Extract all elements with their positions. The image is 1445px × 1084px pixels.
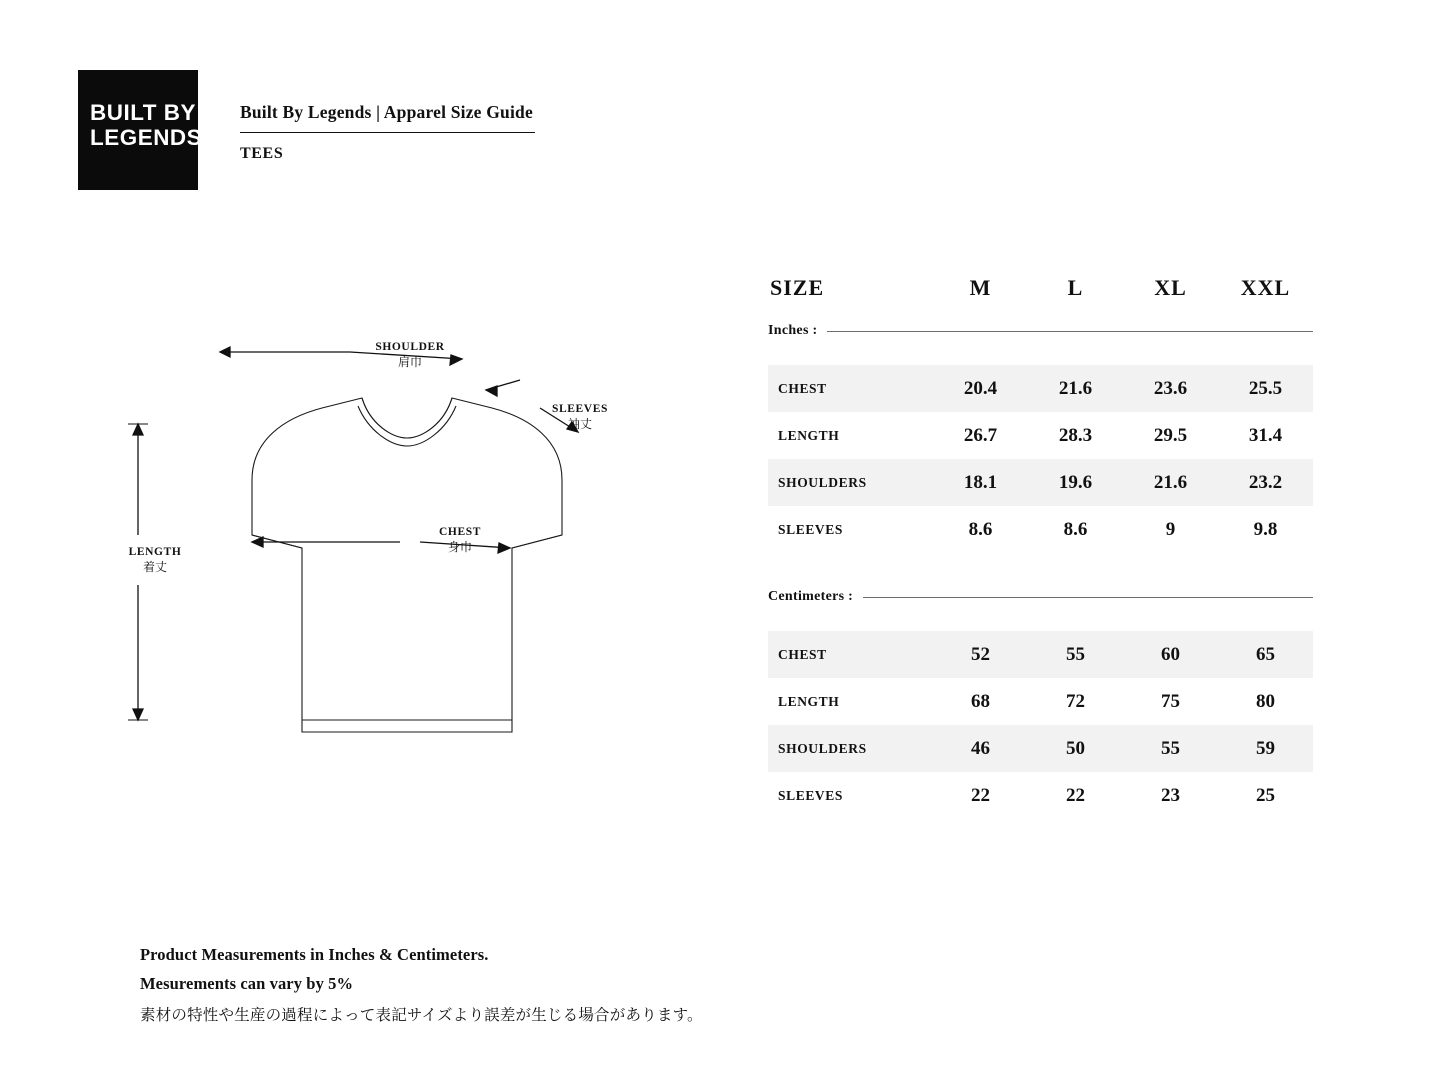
spacer — [768, 351, 1313, 365]
table-row — [768, 772, 1313, 819]
table-row — [768, 678, 1313, 725]
cell-sleeves-cm-l: 22 — [1066, 784, 1085, 806]
row-label-shoulders-in: SHOULDERS — [768, 459, 933, 506]
cell-length-in-xl: 29.5 — [1153, 424, 1188, 446]
brand-logo — [78, 70, 203, 190]
cell-chest-in-xl: 23.6 — [1123, 365, 1218, 412]
diagram-label-chest-en: CHEST — [439, 526, 481, 538]
cell-sleeves-in-m: 8.6 — [968, 518, 993, 540]
footer-note-1: Product Measurements in Inches & Centimeters. — [140, 945, 489, 964]
table-row — [768, 631, 1313, 678]
cell-shoulders-cm-m: 46 — [933, 725, 1028, 772]
cell-sleeves-cm-xxl: 25 — [1256, 784, 1275, 806]
row-label-sleeves-in: SLEEVES — [778, 521, 843, 537]
column-header-l: L — [1067, 275, 1084, 300]
column-header-xl: XL — [1154, 275, 1187, 300]
size-chart-header-row — [768, 275, 1313, 323]
cell-length-cm-l: 72 — [1066, 690, 1085, 712]
row-label-shoulders-cm: SHOULDERS — [768, 725, 933, 772]
spacer — [768, 553, 1313, 589]
spacer — [768, 617, 1313, 631]
cell-shoulders-cm-xxl: 59 — [1218, 725, 1313, 772]
cell-shoulders-cm-xl: 55 — [1123, 725, 1218, 772]
brand-logo-line-1: BUILT BY — [90, 100, 196, 125]
column-header-size: SIZE — [770, 275, 825, 300]
header-text-block — [240, 102, 660, 163]
cell-length-in-xxl: 31.4 — [1248, 424, 1283, 446]
cell-chest-in-m: 20.4 — [933, 365, 1028, 412]
row-label-length-in: LENGTH — [778, 427, 840, 443]
diagram-label-length-jp: 着丈 — [142, 560, 167, 574]
cell-sleeves-in-xxl: 9.8 — [1253, 518, 1278, 540]
cell-length-cm-xl: 75 — [1161, 690, 1180, 712]
footer-note-jp: 素材の特性や生産の過程によって表記サイズより誤差が生じる場合があります。 — [140, 1006, 703, 1024]
diagram-label-length-en: LENGTH — [128, 546, 182, 558]
document-header — [78, 70, 678, 190]
brand-logo-line-2: LEGENDS — [90, 125, 203, 150]
column-header-m: M — [969, 275, 992, 300]
cell-shoulders-in-m: 18.1 — [933, 459, 1028, 506]
page-title: Built By Legends | Apparel Size Guide — [240, 102, 535, 133]
column-header-xxl: XXL — [1240, 275, 1291, 300]
diagram-label-shoulder — [350, 340, 470, 370]
table-row — [768, 459, 1313, 506]
row-label-chest-in: CHEST — [768, 365, 933, 412]
cell-sleeves-cm-m: 22 — [971, 784, 990, 806]
cell-length-in-l: 28.3 — [1058, 424, 1093, 446]
table-row — [768, 412, 1313, 459]
diagram-label-sleeves-jp: 袖丈 — [567, 417, 592, 431]
diagram-label-shoulder-en: SHOULDER — [375, 341, 445, 353]
cell-chest-in-l: 21.6 — [1028, 365, 1123, 412]
cell-chest-cm-xxl: 65 — [1218, 631, 1313, 678]
diagram-label-shoulder-jp: 肩巾 — [397, 355, 422, 369]
unit-divider-centimeters — [863, 597, 1313, 598]
diagram-label-length — [100, 545, 210, 575]
unit-label-centimeters: Centimeters : — [768, 589, 854, 604]
cell-shoulders-in-l: 19.6 — [1028, 459, 1123, 506]
cell-sleeves-cm-xl: 23 — [1161, 784, 1180, 806]
cell-sleeves-in-l: 8.6 — [1063, 518, 1088, 540]
row-label-chest-cm: CHEST — [768, 631, 933, 678]
unit-section-inches — [768, 323, 1313, 351]
row-label-length-cm: LENGTH — [778, 693, 840, 709]
cell-chest-in-xxl: 25.5 — [1218, 365, 1313, 412]
page-subtitle: TEES — [240, 145, 284, 162]
footer-note-2: Mesurements can vary by 5% — [140, 974, 354, 993]
diagram-label-chest — [400, 525, 520, 555]
cell-shoulders-cm-l: 50 — [1028, 725, 1123, 772]
cell-length-cm-xxl: 80 — [1256, 690, 1275, 712]
unit-label-inches: Inches : — [768, 323, 818, 338]
table-row — [768, 365, 1313, 412]
cell-chest-cm-m: 52 — [933, 631, 1028, 678]
diagram-label-sleeves-en: SLEEVES — [552, 403, 608, 415]
cell-shoulders-in-xl: 21.6 — [1123, 459, 1218, 506]
size-chart-table — [768, 275, 1313, 819]
table-row — [768, 506, 1313, 553]
table-row — [768, 725, 1313, 772]
brand-logo-text — [90, 100, 203, 150]
tshirt-measurement-diagram — [100, 320, 660, 770]
unit-section-centimeters — [768, 589, 1313, 617]
cell-sleeves-in-xl: 9 — [1165, 518, 1176, 540]
cell-chest-cm-xl: 60 — [1123, 631, 1218, 678]
footer-notes — [140, 945, 940, 1025]
diagram-label-chest-jp: 身巾 — [447, 540, 472, 554]
cell-chest-cm-l: 55 — [1028, 631, 1123, 678]
unit-divider-inches — [827, 331, 1313, 332]
cell-shoulders-in-xxl: 23.2 — [1218, 459, 1313, 506]
row-label-sleeves-cm: SLEEVES — [778, 787, 843, 803]
diagram-label-sleeves — [525, 402, 635, 432]
cell-length-cm-m: 68 — [971, 690, 990, 712]
cell-length-in-m: 26.7 — [963, 424, 998, 446]
size-chart — [768, 275, 1313, 819]
